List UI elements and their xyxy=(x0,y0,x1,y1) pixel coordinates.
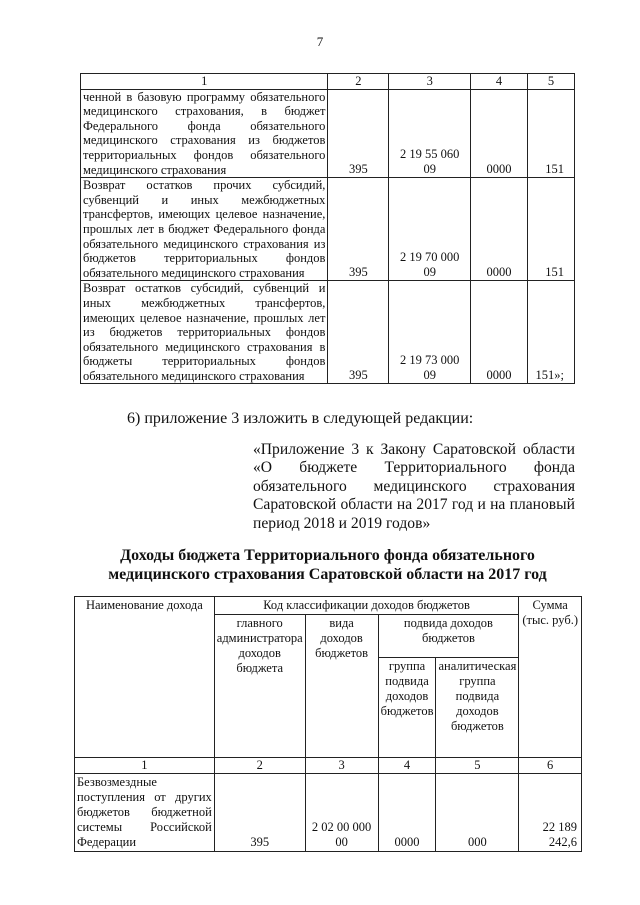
appendix-reference: «Приложение 3 к Закону Саратовской области «О бюджете Территориального фонда обязательного медицинского страхования Саратовской области на 2017 год и на плановый период 2018 и 2019 годов» xyxy=(253,441,575,532)
kind-code: 2 19 70 000 09 xyxy=(389,178,471,281)
col-admin: главного администратора доходов бюджета xyxy=(214,615,305,758)
analytic-code: 151 xyxy=(527,89,574,178)
analytic-code: 151»; xyxy=(527,281,574,384)
col-income-name: Наименование дохода xyxy=(75,597,215,758)
income-name: ченной в базовую программу обязательного медицинского страхования, в бюджет Федерального фонда обязательного медицинского страхования из бюджетов территориальных фондов обязательного медицинского страхования xyxy=(81,89,328,178)
analytic-code: 151 xyxy=(527,178,574,281)
col-number: 4 xyxy=(378,758,436,774)
income-name: Возврат остатков субсидий, субвенций и иных межбюджетных трансфертов, имеющих целевое назначение, прошлых лет из бюджетов территориальных фондов обязательного медицинского страхования в бюджеты территориальных фондов обязательного медицинского страхования xyxy=(81,281,328,384)
admin-code: 395 xyxy=(328,89,389,178)
document-title: Доходы бюджета Территориального фонда обязательного медицинского страхования Саратовской области на 2017 год xyxy=(108,547,547,583)
col-number: 5 xyxy=(436,758,519,774)
analytic-code: 000 xyxy=(436,774,519,852)
admin-code: 395 xyxy=(328,178,389,281)
col-number: 1 xyxy=(81,74,328,90)
col-analytic: аналитическая группа подвида доходов бюджетов xyxy=(436,657,519,758)
income-name: Возврат остатков прочих субсидий, субвенций и иных межбюджетных трансфертов, имеющих целевое назначение, прошлых лет в бюджет Федерального фонда обязательного медицинского страхования из бюджетов территориальных фондов обязательного медицинского страхования xyxy=(81,178,328,281)
income-sum: 22 189 242,6 xyxy=(519,774,582,852)
income-name: Безвозмездные поступления от других бюджетов бюджетной системы Российской Федерации xyxy=(75,774,215,852)
admin-code: 395 xyxy=(214,774,305,852)
group-code: 0000 xyxy=(471,89,528,178)
col-sum: Сумма (тыс. руб.) xyxy=(519,597,582,758)
col-kind: вида доходов бюджетов xyxy=(305,615,378,758)
kind-code: 2 19 55 060 09 xyxy=(389,89,471,178)
kind-code: 2 19 73 000 09 xyxy=(389,281,471,384)
group-code: 0000 xyxy=(471,178,528,281)
table-header-row xyxy=(81,74,575,90)
table-header-row xyxy=(75,597,582,615)
amendment-paragraph: 6) приложение 3 изложить в следующей редакции: xyxy=(127,410,474,427)
column-numbers-row xyxy=(75,758,582,774)
col-number: 4 xyxy=(471,74,528,90)
col-subkind: подвида доходов бюджетов xyxy=(378,615,519,658)
table-row xyxy=(81,281,575,384)
kind-code: 2 02 00 000 00 xyxy=(305,774,378,852)
col-number: 2 xyxy=(328,74,389,90)
col-number: 6 xyxy=(519,758,582,774)
continuation-table xyxy=(80,73,575,384)
income-table xyxy=(74,596,582,852)
col-group: группа подвида доходов бюджетов xyxy=(378,657,436,758)
col-number: 2 xyxy=(214,758,305,774)
col-number: 3 xyxy=(389,74,471,90)
table-row xyxy=(81,89,575,178)
group-code: 0000 xyxy=(378,774,436,852)
page-number: 7 xyxy=(316,34,324,49)
col-number: 1 xyxy=(75,758,215,774)
col-classification-code: Код классификации доходов бюджетов xyxy=(214,597,519,615)
col-number: 5 xyxy=(527,74,574,90)
admin-code: 395 xyxy=(328,281,389,384)
col-number: 3 xyxy=(305,758,378,774)
table-row xyxy=(75,774,582,852)
table-row xyxy=(81,178,575,281)
group-code: 0000 xyxy=(471,281,528,384)
